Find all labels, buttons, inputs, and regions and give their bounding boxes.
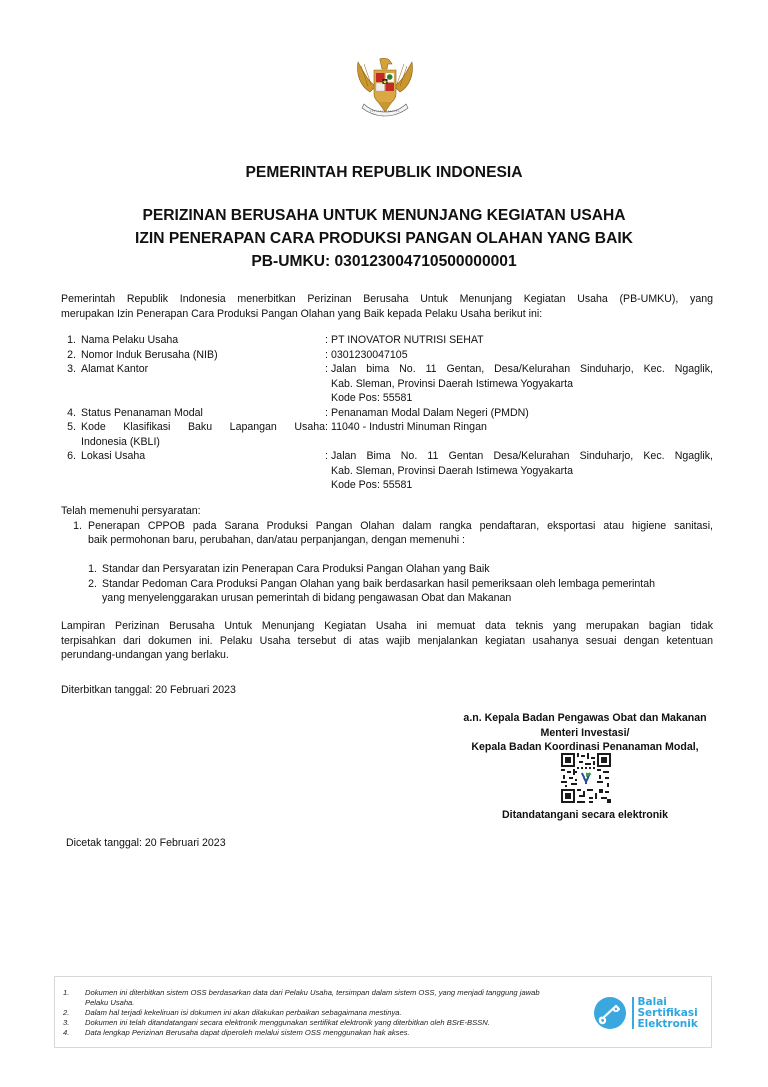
logo-divider [632, 997, 634, 1029]
field-number: 2. [67, 348, 76, 361]
closing-line: terpisahkan dari dokumen ini. Pelaku Usaha tersebut di atas wajib menjalankan kegiatan usahanya sesuai dengan ketentuan [61, 634, 713, 647]
requirement-line: baik permohonan baru, perubahan, dan/atau perpanjangan, dengan memenuhi : [88, 534, 465, 546]
sub-item-line: Standar Pedoman Cara Produksi Pangan Olahan yang baik berdasarkan hasil pemeriksaan oleh lembaga pemerintah [102, 577, 655, 590]
closing-paragraph [61, 619, 713, 663]
printed-date: Dicetak tanggal: 20 Februari 2023 [66, 837, 226, 849]
note-line: Pelaku Usaha. [85, 998, 135, 1007]
requirements-section [61, 504, 713, 606]
government-title: PEMERINTAH REPUBLIK INDONESIA [245, 164, 523, 181]
note-number: 2. [63, 1008, 70, 1017]
field-number: 1. [67, 334, 76, 346]
field-colon: : [325, 406, 328, 419]
value-line: Kode Pos: 55581 [331, 479, 413, 491]
bsre-logo-text [638, 997, 698, 1030]
document-title-line-1: PERIZINAN BERUSAHA UNTUK MENUNJANG KEGIATAN USAHA [142, 207, 626, 224]
field-number: 3. [67, 363, 76, 375]
field-number: 5. [67, 421, 76, 433]
value-line: Kode Pos: 55581 [331, 392, 413, 404]
field-investment-status [61, 406, 713, 421]
field-business-name [61, 333, 713, 348]
footer-notes-list [63, 988, 583, 1038]
garuda-emblem-icon [354, 56, 416, 120]
value-line: 0301230047105 [331, 348, 408, 361]
document-title-block [0, 204, 768, 273]
value-line: Kab. Sleman, Provinsi Daerah Istimewa Yogyakarta [331, 377, 574, 390]
value-line: Jalan Bima No. 11 Gentan Desa/Kelurahan Sinduharjo, Kec. Ngaglik, [331, 450, 713, 462]
logo-line: Sertifikasi [637, 1006, 698, 1019]
field-nib [61, 348, 713, 363]
note-text [85, 988, 583, 1008]
signatory-line-2: Menteri Investasi/ [540, 726, 630, 739]
qr-code-icon [561, 753, 611, 803]
business-details-list [61, 333, 713, 493]
signatory-line-1: a.n. Kepala Badan Pengawas Obat dan Makanan [463, 712, 707, 724]
closing-line: perundang-undangan yang berlaku. [61, 649, 229, 661]
field-value [331, 449, 713, 493]
sub-item [82, 577, 713, 606]
logo-line: Balai [637, 995, 667, 1008]
requirements-heading: Telah memenuhi persyaratan: [61, 505, 201, 517]
note-text: Data lengkap Perizinan Berusaha dapat diperoleh melalui sistem OSS menggunakan hak akses. [85, 1028, 410, 1037]
value-line: 11040 - Industri Minuman Ringan [331, 421, 487, 433]
requirement-text [88, 519, 713, 606]
field-business-location [61, 449, 713, 493]
note-line: Dokumen ini diterbitkan sistem OSS berdasarkan data dari Pelaku Usaha, tersimpan dalam sistem OSS, yang menjadi tanggung jawab [85, 988, 540, 997]
field-label: Lokasi Usaha [81, 450, 146, 462]
bsre-logo [593, 989, 709, 1037]
field-label [81, 420, 325, 449]
intro-line-1: Pemerintah Republik Indonesia menerbitkan Perizinan Berusaha Untuk Menunjang Kegiatan Usaha (PB-UMKU), yang [61, 293, 713, 305]
field-colon: : [325, 363, 328, 375]
closing-line: Lampiran Perizinan Berusaha Untuk Menunjang Kegiatan Usaha ini memuat data teknis yang merupakan bagian tidak [61, 620, 713, 632]
note-number: 3. [63, 1018, 70, 1027]
field-number: 6. [67, 450, 76, 462]
signatory-line-3: Kepala Badan Koordinasi Penanaman Modal, [471, 741, 699, 753]
label-line: Indonesia (KBLI) [81, 435, 160, 448]
field-value [331, 348, 713, 363]
field-label: Nama Pelaku Usaha [81, 334, 179, 346]
field-label: Status Penanaman Modal [81, 406, 203, 419]
label-line: Kode Klasifikasi Baku Lapangan Usaha [81, 421, 325, 433]
field-colon: : [325, 450, 328, 462]
note-number: 4. [63, 1028, 70, 1037]
footer-note [63, 1018, 583, 1028]
value-line: PT INOVATOR NUTRISI SEHAT [331, 334, 484, 346]
footer-note [63, 1008, 583, 1018]
footer-disclaimer-box [54, 976, 712, 1048]
bsre-key-icon [593, 996, 627, 1030]
field-value [331, 406, 713, 421]
document-title-line-2: IZIN PENERAPAN CARA PRODUKSI PANGAN OLAHAN YANG BAIK [135, 230, 633, 247]
requirement-item [61, 519, 713, 606]
footer-note [63, 988, 583, 1008]
field-office-address [61, 362, 713, 406]
electronic-signature-note: Ditandatangani secara elektronik [501, 809, 669, 821]
sub-item-line: yang menyelenggarakan urusan pemerintah di bidang pengawasan Obat dan Makanan [102, 592, 512, 604]
field-value [331, 362, 713, 406]
requirement-number: 1. [73, 519, 82, 532]
value-line: Penanaman Modal Dalam Negeri (PMDN) [331, 406, 529, 419]
sub-item-text [102, 577, 713, 606]
signatory-block [440, 711, 730, 755]
logo-line: Elektronik [637, 1017, 698, 1030]
sub-item-number: 1. [88, 563, 97, 575]
field-kbli [61, 420, 713, 449]
note-number: 1. [63, 988, 70, 997]
field-label: Nomor Induk Berusaha (NIB) [81, 348, 218, 361]
note-text: Dalam hal terjadi kekeliruan isi dokumen ini akan dilakukan perbaikan sebagaimana mestinya. [85, 1008, 402, 1017]
requirement-line: Penerapan CPPOB pada Sarana Produksi Pangan Olahan dalam rangka pendaftaran, eksportasi atau higiene sanitasi, [88, 519, 713, 532]
field-value [331, 420, 713, 449]
field-label: Alamat Kantor [81, 363, 149, 375]
field-value [331, 333, 713, 348]
intro-paragraph [61, 292, 713, 321]
sub-item-number: 2. [88, 577, 97, 590]
footer-note [63, 1028, 583, 1038]
sub-item-text: Standar dan Persyaratan izin Penerapan Cara Produksi Pangan Olahan yang Baik [102, 563, 490, 575]
requirement-sub-list [82, 562, 713, 606]
value-line: Jalan bima No. 11 Gentan, Desa/Kelurahan Sinduharjo, Kec. Ngaglik, [331, 363, 713, 375]
issued-date: Diterbitkan tanggal: 20 Februari 2023 [61, 684, 236, 696]
note-text: Dokumen ini telah ditandatangani secara elektronik menggunakan sertifikat elektronik yang diterbitkan oleh BSrE-BSSN. [85, 1018, 490, 1027]
sub-item [82, 562, 713, 577]
intro-line-2: merupakan Izin Penerapan Cara Produksi Pangan Olahan yang Baik kepada Pelaku Usaha berikut ini: [61, 307, 543, 320]
value-line: Kab. Sleman, Provinsi Daerah Istimewa Yogyakarta [331, 464, 574, 477]
field-colon: : [325, 334, 328, 346]
field-number: 4. [67, 406, 76, 419]
field-colon: : [325, 348, 328, 361]
license-number: PB-UMKU: 030123004710500000001 [251, 253, 517, 270]
field-colon: : [325, 421, 328, 433]
